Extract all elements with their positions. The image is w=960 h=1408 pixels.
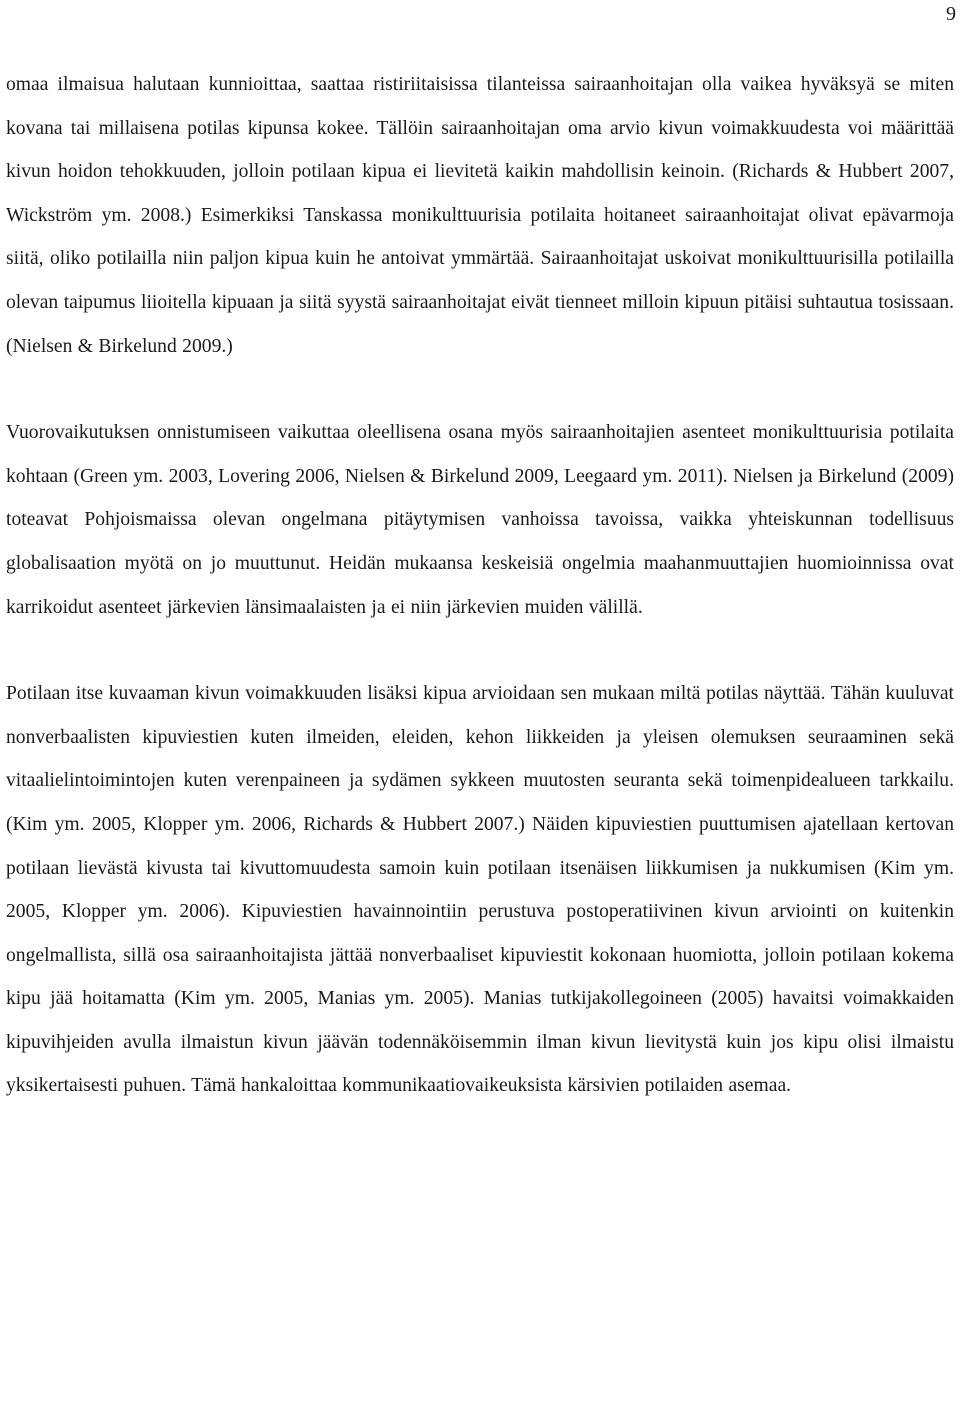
- paragraph-3: Potilaan itse kuvaaman kivun voimakkuuden lisäksi kipua arvioidaan sen mukaan miltä potilas näyttää. Tähän kuuluvat nonverbaalisten kipuviestien kuten ilmeiden, eleiden, kehon liikkeiden ja yleisen olemuksen seuraaminen sekä vitaalielintoimintojen kuten verenpaineen ja sydämen sykkeen muutosten seuranta sekä toimenpidealueen tarkkailu. (Kim ym. 2005, Klopper ym. 2006, Richards & Hubbert 2007.) Näiden kipuviestien puuttumisen ajatellaan kertovan potilaan lievästä kivusta tai kivuttomuudesta samoin kuin potilaan itsenäisen liikkumisen ja nukkumisen (Kim ym. 2005, Klopper ym. 2006). Kipuviestien havainnointiin perustuva postoperatiivinen kivun arviointi on kuitenkin ongelmallista, sillä osa sairaanhoitajista jättää nonverbaaliset kipuviestit kokonaan huomiotta, jolloin potilaan kokema kipu jää hoitamatta (Kim ym. 2005, Manias ym. 2005). Manias tutkijakollegoineen (2005) havaitsi voimakkaiden kipuvihjeiden avulla ilmaistun kivun jäävän todennäköisemmin ilman kivun lievitystä kuin jos kipu olisi ilmaistu yksikertaisesti puhuen. Tämä hankaloittaa kommunikaatiovaikeuksista kärsivien potilaiden asemaa.: [6, 683, 954, 1097]
- body-text: [6, 63, 954, 1108]
- page-number: 9: [946, 3, 956, 25]
- paragraph-1: omaa ilmaisua halutaan kunnioittaa, saattaa ristiriitaisissa tilanteissa sairaanhoitajan olla vaikea hyväksyä se miten kovana tai millaisena potilas kipunsa kokee. Tällöin sairaanhoitajan oma arvio kivun voimakkuudesta voi määrittää kivun hoidon tehokkuuden, jolloin potilaan kipua ei lievitetä kaikin mahdollisin keinoin. (Richards & Hubbert 2007, Wickström ym. 2008.) Esimerkiksi Tanskassa monikulttuurisia potilaita hoitaneet sairaanhoitajat olivat epävarmoja siitä, oliko potilailla niin paljon kipua kuin he antoivat ymmärtää. Sairaanhoitajat uskoivat monikulttuurisilla potilailla olevan taipumus liioitella kipuaan ja siitä syystä sairaanhoitajat eivät tienneet milloin kipuun pitäisi suhtautua tosissaan. (Nielsen & Birkelund 2009.): [6, 74, 954, 357]
- paragraph-2: Vuorovaikutuksen onnistumiseen vaikuttaa oleellisena osana myös sairaanhoitajien asenteet monikulttuurisia potilaita kohtaan (Green ym. 2003, Lovering 2006, Nielsen & Birkelund 2009, Leegaard ym. 2011). Nielsen ja Birkelund (2009) toteavat Pohjoismaissa olevan ongelmana pitäytymisen vanhoissa tavoissa, vaikka yhteiskunnan todellisuus globalisaation myötä on jo muuttunut. Heidän mukaansa keskeisiä ongelmia maahanmuuttajien huomioinnissa ovat karrikoidut asenteet järkevien länsimaalaisten ja ei niin järkevien muiden välillä.: [6, 422, 954, 618]
